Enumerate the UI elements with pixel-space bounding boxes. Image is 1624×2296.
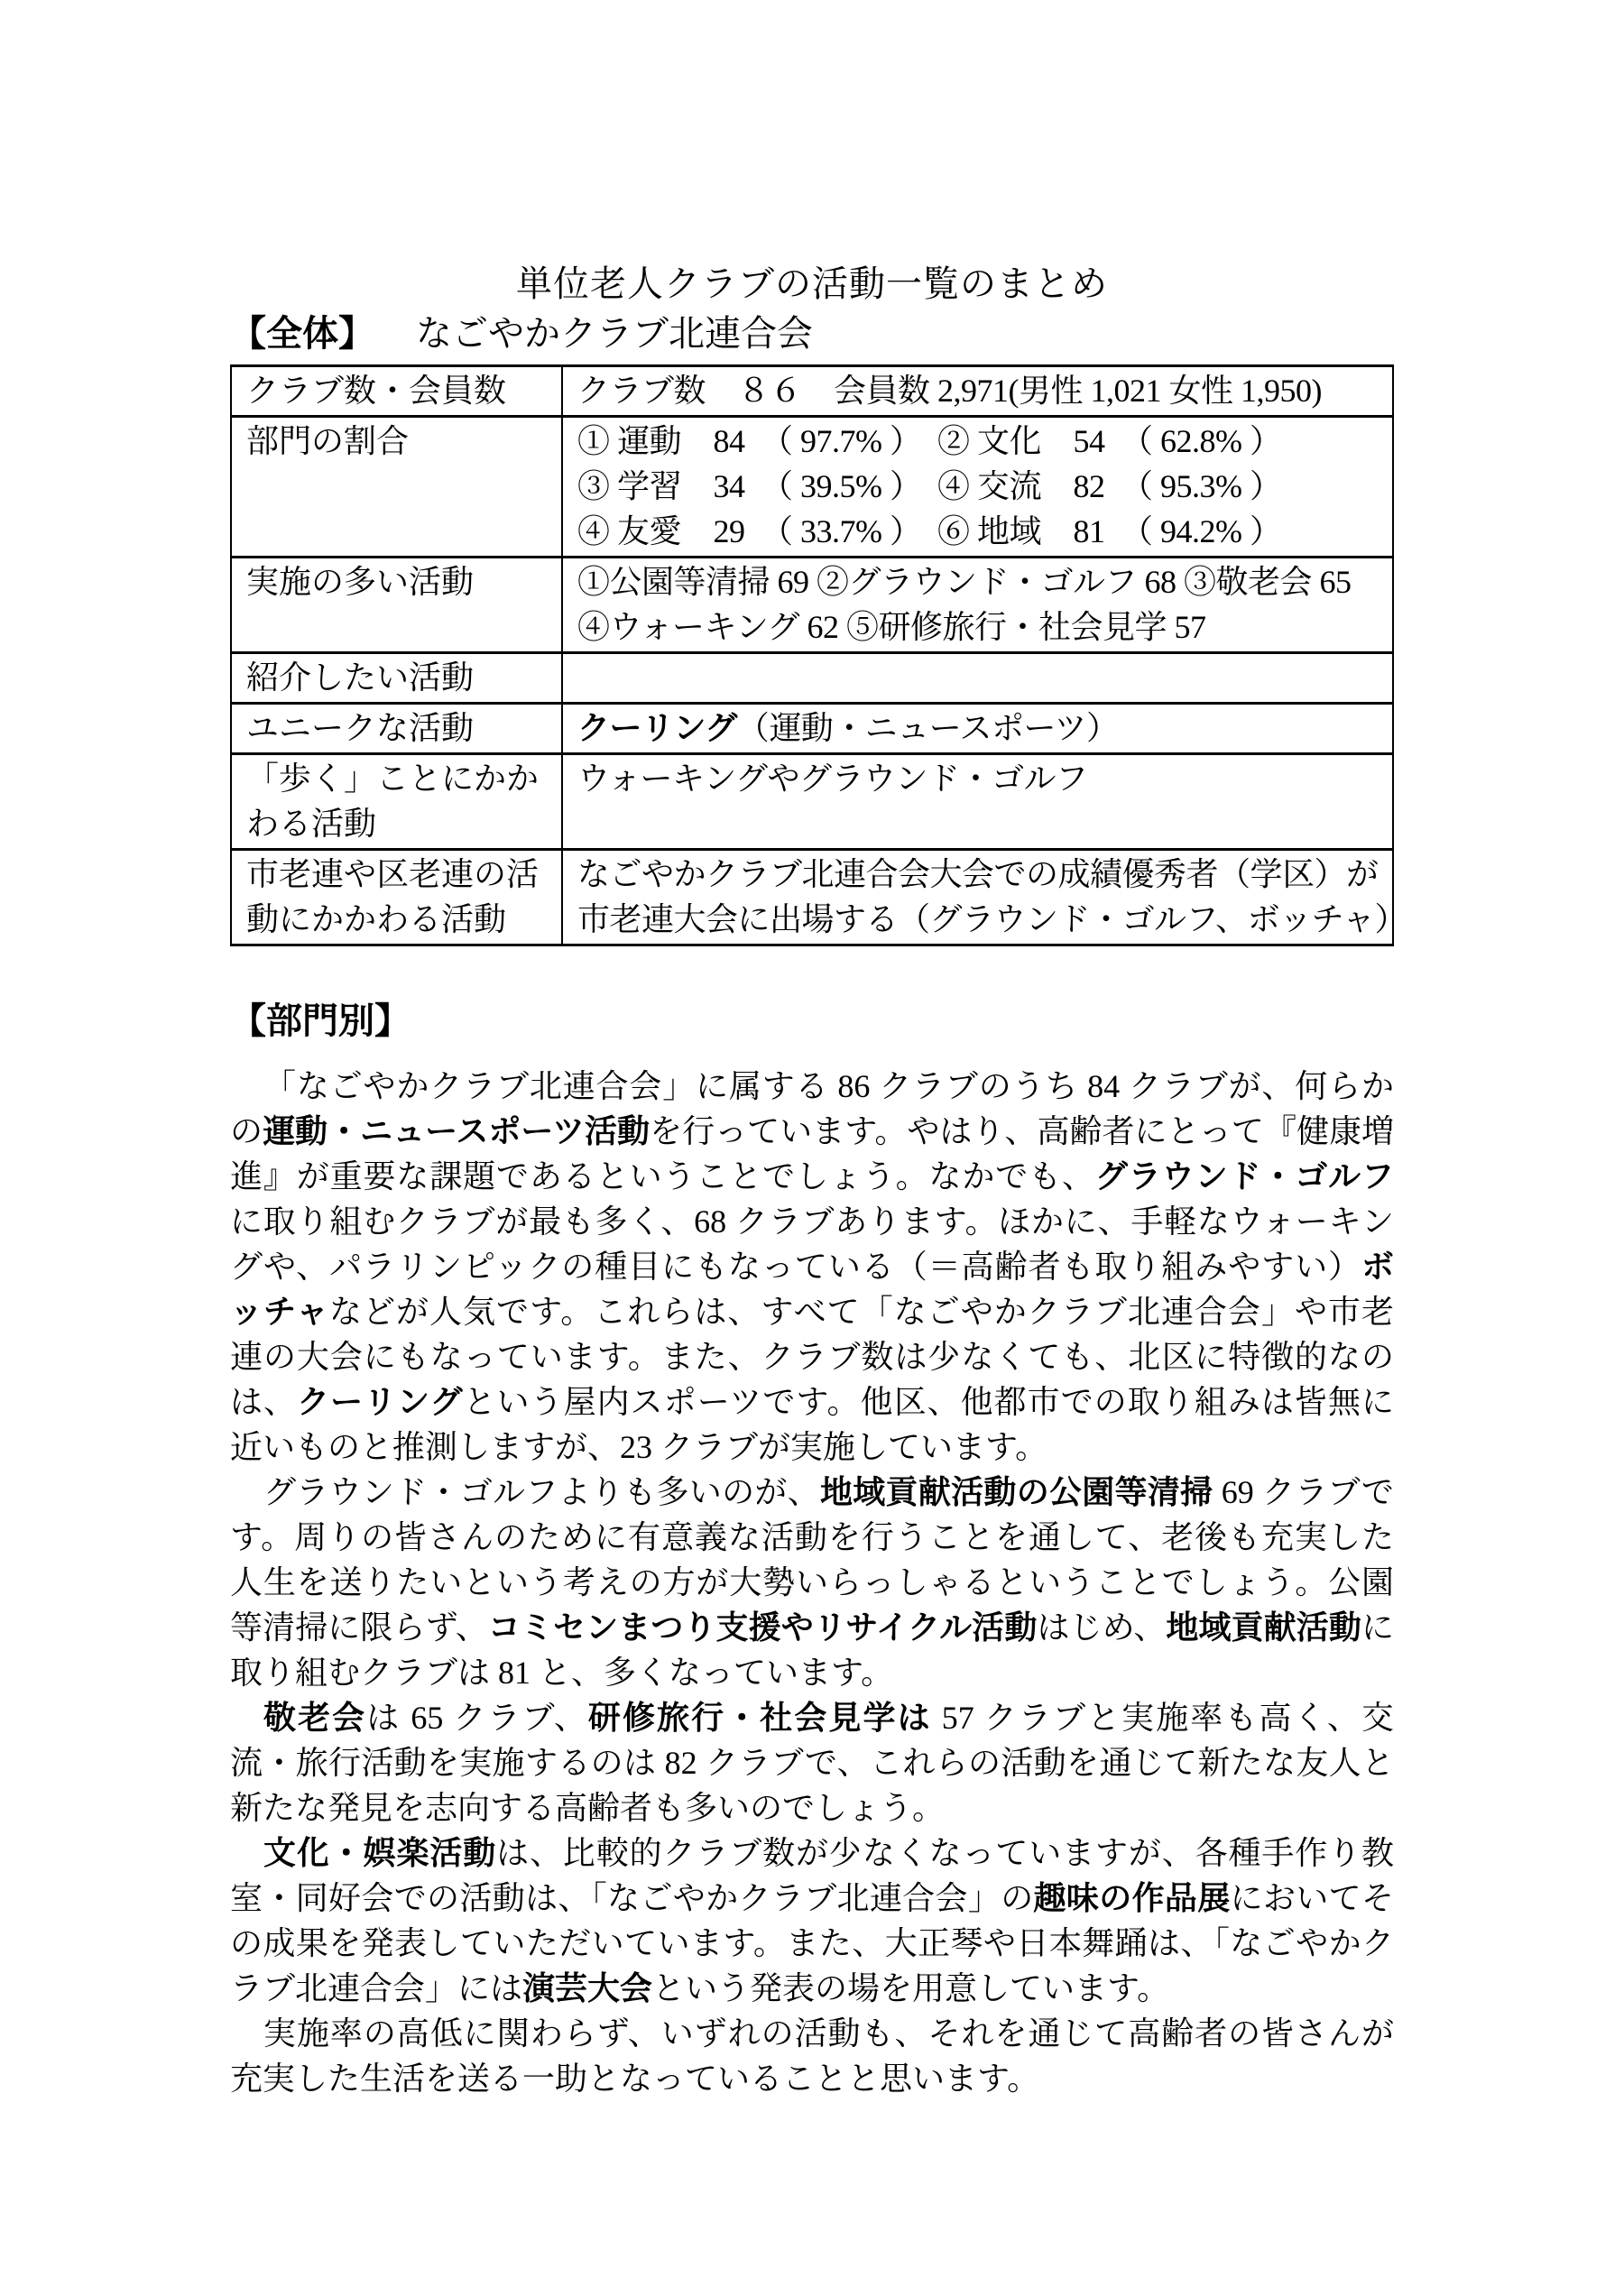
text-run: 市老連大会に出場する（グラウンド・ゴルフ、ボッチャ）	[577, 901, 1407, 937]
text-run: という屋内スポーツです。他区、他都市での取り組みは皆無に近いものと推測しますが、23 クラブが実施しています。	[230, 1384, 1394, 1465]
text-run-bold: 運動・ニュースポーツ活動	[263, 1112, 651, 1149]
text-run: ① 運動 84 （ 97.7% ） ② 文化 54 （ 62.8% ）	[577, 423, 1282, 459]
text-run: （運動・ニュースポーツ）	[736, 710, 1119, 746]
text-run-bold: グラウンド・ゴルフ	[1094, 1157, 1394, 1194]
cell-line	[577, 464, 1379, 509]
cell-line	[577, 509, 1379, 554]
text-run: などが人気です。これらは、すべて「なごやかクラブ北連合会」や市老連の大会にもなっています。また、クラブ数は少なくても、北区に特徴的なのは、	[230, 1294, 1394, 1420]
text-run: はじめ、	[1037, 1609, 1167, 1646]
text-run: 57 クラブと実施率も高く、交流・旅行活動を実施するのは 82 クラブで、これらの活動を通じて新たな友人と新たな発見を志向する高齢者も多いのでしょう。	[230, 1700, 1394, 1826]
cell-line	[577, 705, 1379, 751]
text-run: ③ 学習 34 （ 39.5% ） ④ 交流 82 （ 95.3% ）	[577, 468, 1282, 504]
table-row	[231, 366, 1393, 417]
text-run-bold: ボッチャ	[230, 1248, 1394, 1330]
table-row	[231, 417, 1393, 558]
text-run: 69 クラブです。周りの皆さんのために有意義な活動を行うことを通して、老後も充実した人生を送りたいという考えの方が大勢いらっしゃるということでしょう。公園等清掃に限らず、	[230, 1474, 1394, 1646]
row-label-federation-activities: 市老連や区老連の活動にかかわる活動	[231, 850, 562, 945]
text-run: においてその成果を発表していただいています。また、大正琴や日本舞踊は、「なごやかクラブ北連合会」には	[230, 1880, 1394, 2006]
text-run-bold: コミセンまつり支援やリサイクル活動	[487, 1609, 1038, 1646]
cell-line	[577, 897, 1407, 942]
table-row	[231, 558, 1393, 653]
cell-line	[577, 368, 1379, 413]
cell-line	[577, 604, 1379, 650]
text-run: に取り組むクラブが最も多く、68 クラブあります。ほかに、手軽なウォーキングや、パラリンピックの種目にもなっている（＝高齢者も取り組みやすい）	[230, 1203, 1394, 1285]
row-content-unique-activities	[562, 704, 1393, 754]
text-run: を行っています。やはり、高齢者にとって『健康増進』が重要な課題であるということでしょう。なかでも、	[230, 1113, 1394, 1194]
row-label-introduce-activities: 紹介したい活動	[231, 653, 562, 704]
table-row	[231, 850, 1393, 945]
text-run-bold: 趣味の作品展	[1033, 1879, 1231, 1916]
text-run: ①公園等清掃 69 ②グラウンド・ゴルフ 68 ③敬老会 65	[577, 564, 1352, 600]
summary-table	[230, 364, 1407, 946]
cell-line	[577, 756, 1379, 801]
text-run-bold: 研修旅行・社会見学は	[587, 1699, 932, 1736]
table-row	[231, 704, 1393, 754]
text-run: ウォーキングやグラウンド・ゴルフ	[577, 761, 1088, 797]
text-run: クラブ数 ８６ 会員数 2,971(男性 1,021 女性 1,950)	[577, 373, 1322, 409]
cell-line	[577, 419, 1379, 464]
section-body	[230, 1064, 1394, 2101]
text-run: 実施率の高低に関わらず、いずれの活動も、それを通じて高齢者の皆さんが充実した生活を送る一助となっていることと思います。	[230, 2015, 1394, 2097]
text-run: という発表の場を用意しています。	[652, 1970, 1170, 2006]
paragraph-culture	[230, 1830, 1394, 2011]
paragraph-sports	[230, 1064, 1394, 1470]
text-run: ④ウォーキング 62 ⑤研修旅行・社会見学 57	[577, 609, 1206, 645]
row-label-frequent-activities: 実施の多い活動	[231, 558, 562, 653]
overall-value: なごやかクラブ北連合会	[416, 313, 813, 354]
text-run-bold: クーリング	[297, 1383, 464, 1420]
paragraph-community	[230, 1470, 1394, 1695]
page-title: 単位老人クラブの活動一覧のまとめ	[516, 263, 1108, 304]
section-heading-by-department: 【部門別】	[230, 1001, 411, 1041]
row-content-club-count	[562, 366, 1393, 417]
text-run: グラウンド・ゴルフよりも多いのが、	[263, 1474, 820, 1510]
text-run: は、比較的クラブ数が少なくなっていますが、各種手作り教室・同好会での活動は、「なごやかクラブ北連合会」の	[230, 1835, 1394, 1916]
row-label-department-ratio: 部門の割合	[231, 417, 562, 558]
text-run-bold: 敬老会	[263, 1699, 367, 1736]
row-content-introduce-activities	[562, 653, 1393, 704]
text-run-bold: 文化・娯楽活動	[263, 1834, 497, 1871]
paragraph-exchange	[230, 1695, 1394, 1830]
row-content-frequent-activities	[562, 558, 1393, 653]
text-run-bold: 演芸大会	[522, 1969, 653, 2006]
row-content-department-ratio	[562, 417, 1393, 558]
row-label-club-count: クラブ数・会員数	[231, 366, 562, 417]
text-run: に取り組むクラブは 81 と、多くなっています。	[230, 1609, 1395, 1691]
cell-line	[577, 559, 1379, 604]
text-run: は 65 クラブ、	[366, 1700, 588, 1736]
row-content-walking-activities	[562, 754, 1393, 850]
overall-heading: 【全体】	[230, 314, 374, 354]
text-run: ④ 友愛 29 （ 33.7% ） ⑥ 地域 81 （ 94.2% ）	[577, 513, 1282, 549]
paragraph-conclusion	[230, 2011, 1394, 2101]
table-row	[231, 754, 1393, 850]
cell-line	[577, 852, 1379, 897]
row-content-federation-activities	[562, 850, 1407, 945]
text-run-bold: クーリング	[577, 709, 737, 746]
table-row	[231, 653, 1393, 704]
text-run: なごやかクラブ北連合会大会での成績優秀者（学区）が	[577, 856, 1379, 892]
row-label-walking-activities: 「歩く」ことにかかわる活動	[231, 754, 562, 850]
text-run-bold: 地域貢献活動	[1166, 1609, 1361, 1646]
text-run-bold: 地域貢献活動の公園等清掃	[819, 1473, 1213, 1510]
overall-heading-line	[230, 310, 1394, 357]
text-run: 「なごやかクラブ北連合会」に属する 86 クラブのうち 84 クラブが、何らかの	[230, 1068, 1394, 1149]
row-label-unique-activities: ユニークな活動	[231, 704, 562, 754]
